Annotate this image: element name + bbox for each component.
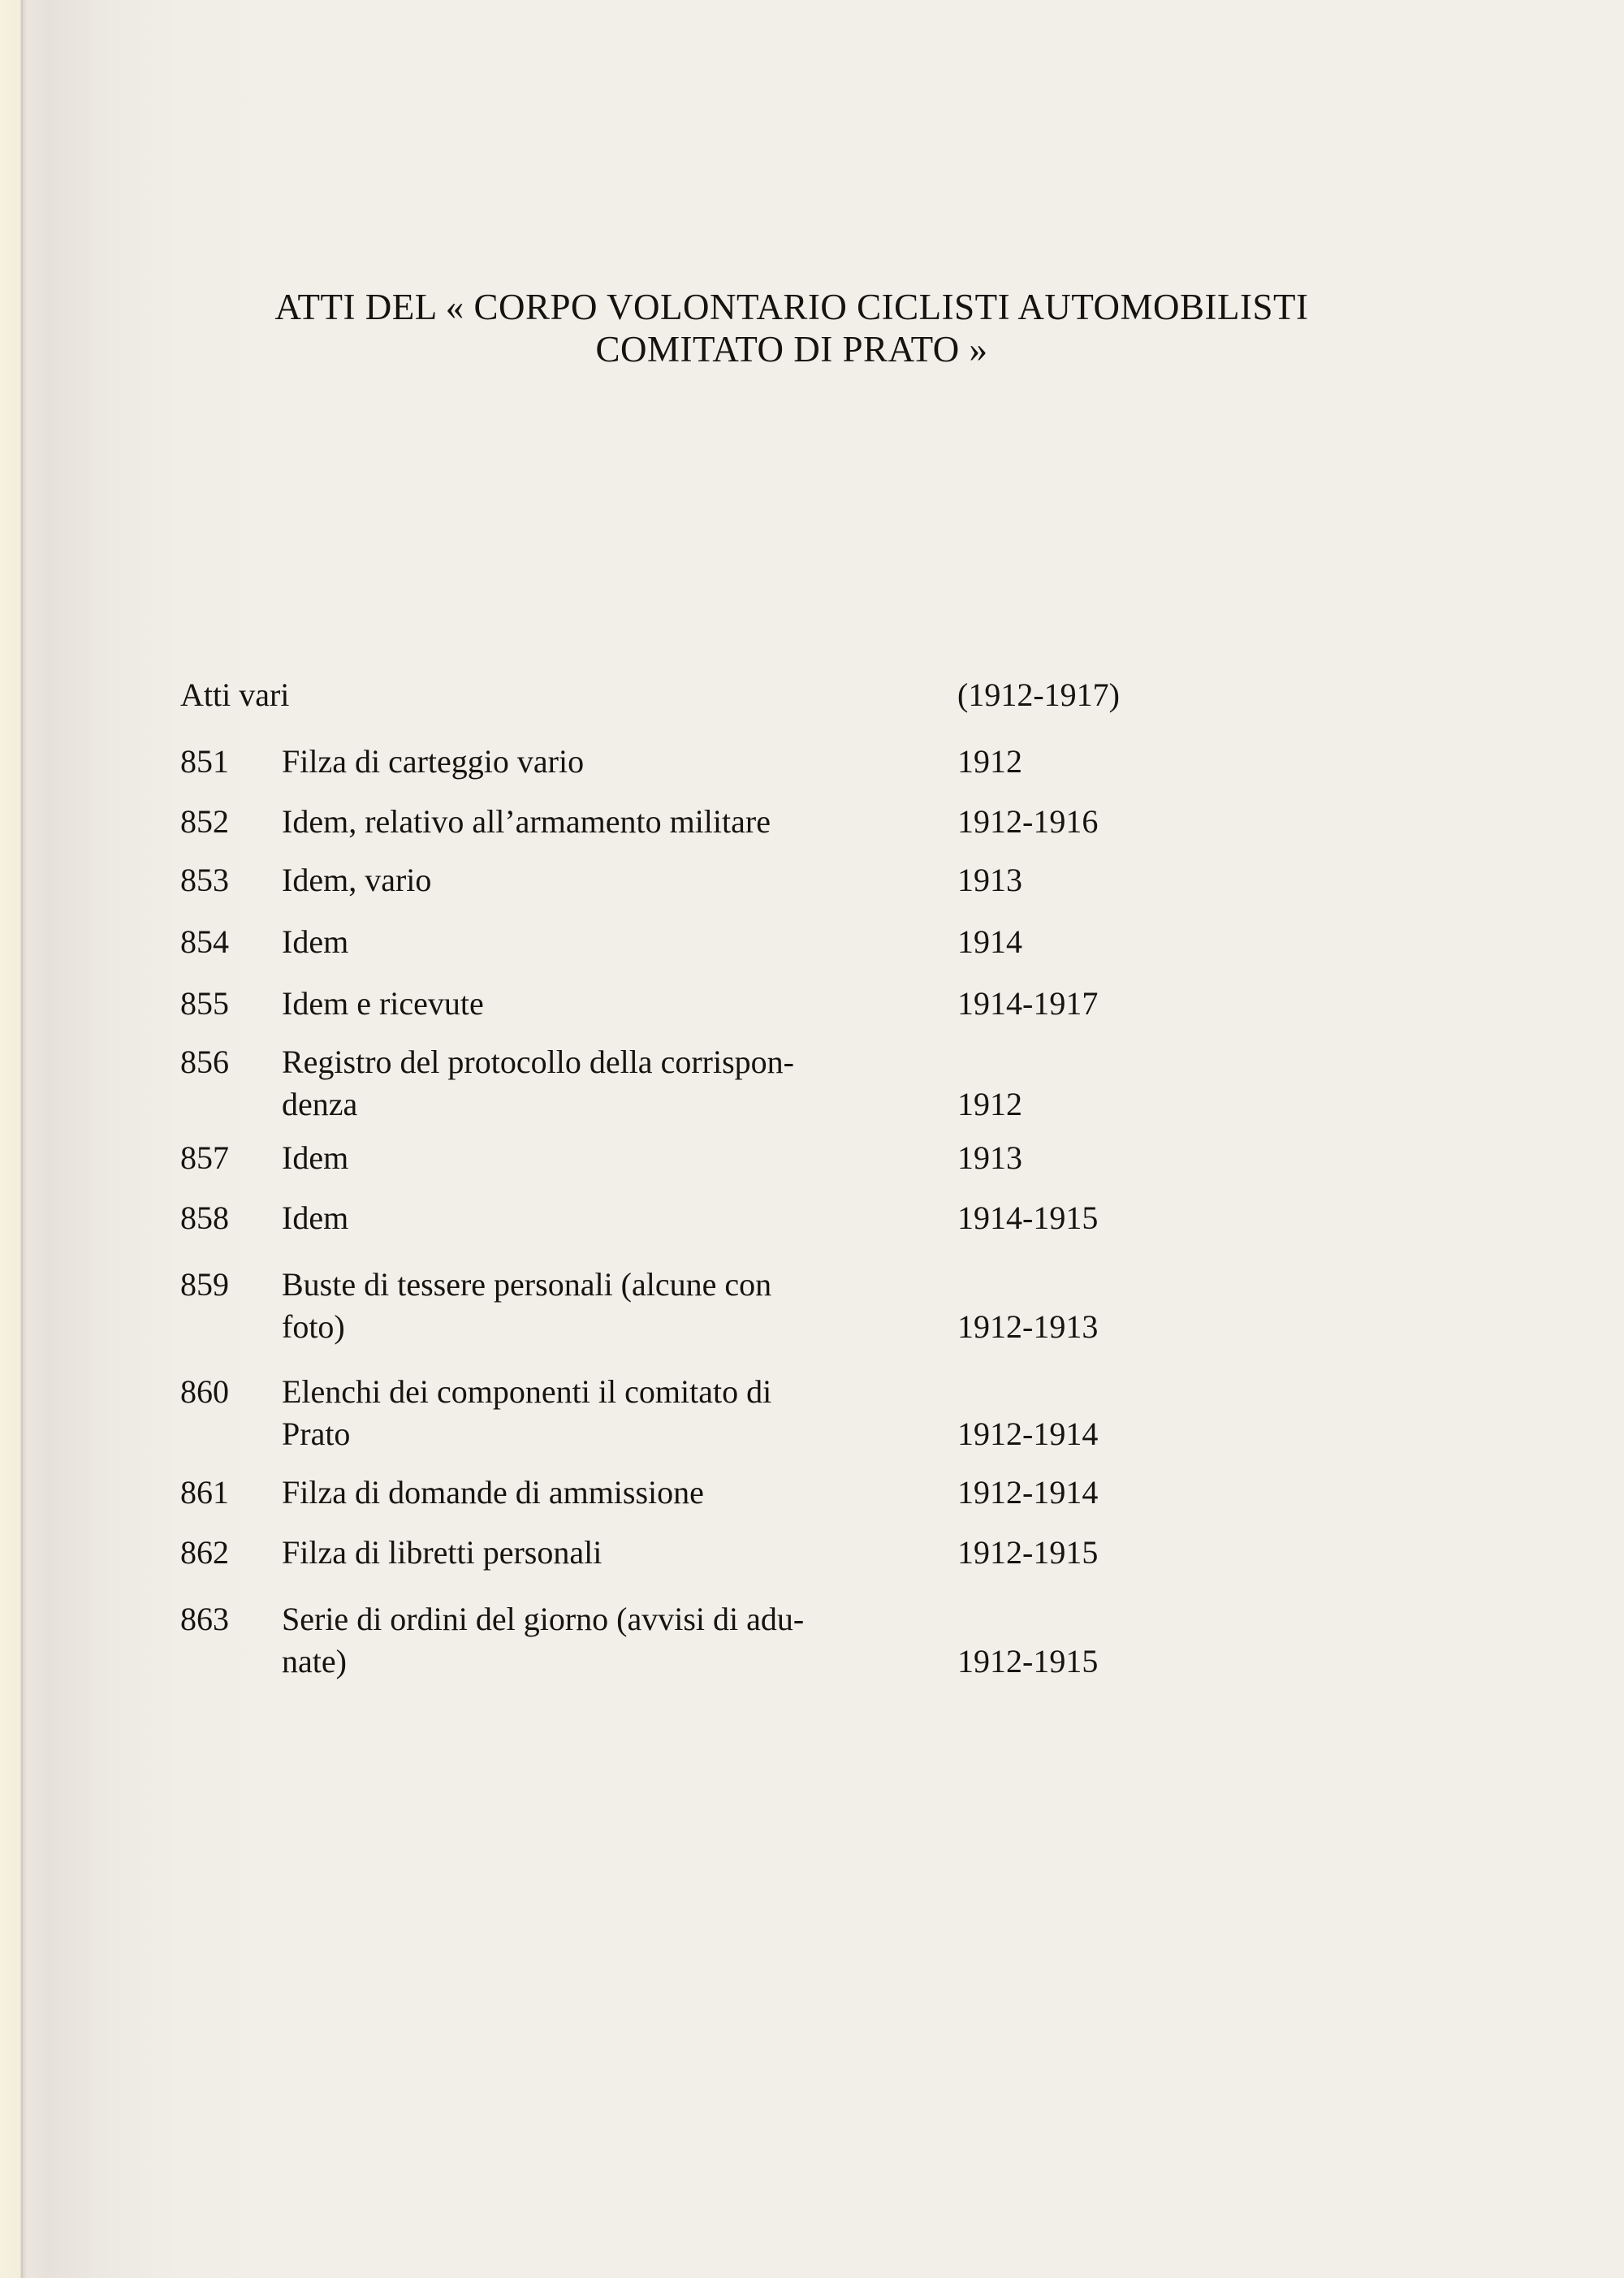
list-item: [180, 1472, 1431, 1514]
group-heading: [180, 674, 1431, 716]
entry-description: Filza di carteggio vario: [282, 743, 585, 780]
entry-date: 1914-1915: [957, 1200, 1099, 1236]
entry-description: Idem: [282, 1139, 349, 1176]
list-item: [180, 741, 1431, 783]
list-item: [180, 859, 1431, 901]
entry-number: 853: [180, 862, 229, 898]
entry-description-line: nate): [282, 1643, 347, 1679]
entry-date: 1912-1914: [957, 1474, 1099, 1511]
entry-number: 862: [180, 1534, 229, 1571]
entry-number: 854: [180, 923, 229, 960]
list-item: [180, 921, 1431, 963]
entry-description: Idem e ricevute: [282, 985, 484, 1022]
list-item: [180, 1137, 1431, 1179]
entry-description: Idem, vario: [282, 862, 432, 898]
entry-date: 1914: [957, 923, 1022, 960]
list-item: [180, 983, 1431, 1025]
entry-date: 1912: [957, 1086, 1022, 1122]
group-date-range: (1912-1917): [957, 676, 1120, 713]
entry-date: 1913: [957, 862, 1022, 898]
entry-description-line: denza: [282, 1086, 358, 1122]
list-item: [180, 1598, 1431, 1683]
entry-number: 852: [180, 803, 229, 840]
binding-gutter: [21, 0, 23, 2278]
entry-description-line: Registro del protocollo della corrispon-: [282, 1044, 794, 1080]
entry-description: Idem: [282, 1200, 349, 1236]
entry-date: 1913: [957, 1139, 1022, 1176]
entry-description-line: foto): [282, 1308, 345, 1345]
entry-date: 1912-1913: [957, 1308, 1099, 1345]
entry-description: [282, 1264, 923, 1348]
entry-number: 858: [180, 1200, 229, 1236]
entry-date: 1912-1915: [957, 1643, 1099, 1679]
heading-line-2: COMITATO DI PRATO »: [595, 329, 988, 370]
entry-description: [282, 1041, 923, 1126]
entry-number: 859: [180, 1266, 229, 1303]
list-item: [180, 1532, 1431, 1574]
entry-description: Filza di domande di ammissione: [282, 1474, 704, 1511]
entry-description-line: Buste di tessere personali (alcune con: [282, 1266, 772, 1303]
entry-description-line: Prato: [282, 1416, 351, 1452]
entry-description: Idem, relativo all’armamento militare: [282, 803, 771, 840]
entry-number: 863: [180, 1601, 229, 1637]
entry-number: 860: [180, 1373, 229, 1410]
group-title: Atti vari: [180, 676, 290, 713]
archive-entries-list: [180, 674, 1431, 1683]
list-item: [180, 1371, 1431, 1455]
list-item: [180, 801, 1431, 843]
entry-date: 1912-1916: [957, 803, 1099, 840]
page-heading: [175, 286, 1409, 370]
entry-number: 856: [180, 1044, 229, 1080]
entry-description: Idem: [282, 923, 349, 960]
entry-number: 857: [180, 1139, 229, 1176]
entry-description: [282, 1598, 923, 1683]
entry-description: [282, 1371, 923, 1455]
list-item: [180, 1197, 1431, 1239]
entry-description-line: Elenchi dei componenti il comitato di: [282, 1373, 772, 1410]
entry-description-line: Serie di ordini del giorno (avvisi di adu-: [282, 1601, 805, 1637]
list-item: [180, 1041, 1431, 1126]
entry-date: 1912: [957, 743, 1022, 780]
heading-line-1: ATTI DEL « CORPO VOLONTARIO CICLISTI AUTOMOBILISTI: [274, 287, 1309, 327]
entry-number: 851: [180, 743, 229, 780]
entry-number: 855: [180, 985, 229, 1022]
list-item: [180, 1264, 1431, 1348]
entry-date: 1914-1917: [957, 985, 1099, 1022]
entry-date: 1912-1914: [957, 1416, 1099, 1452]
entry-date: 1912-1915: [957, 1534, 1099, 1571]
entry-description: Filza di libretti personali: [282, 1534, 603, 1571]
entry-number: 861: [180, 1474, 229, 1511]
